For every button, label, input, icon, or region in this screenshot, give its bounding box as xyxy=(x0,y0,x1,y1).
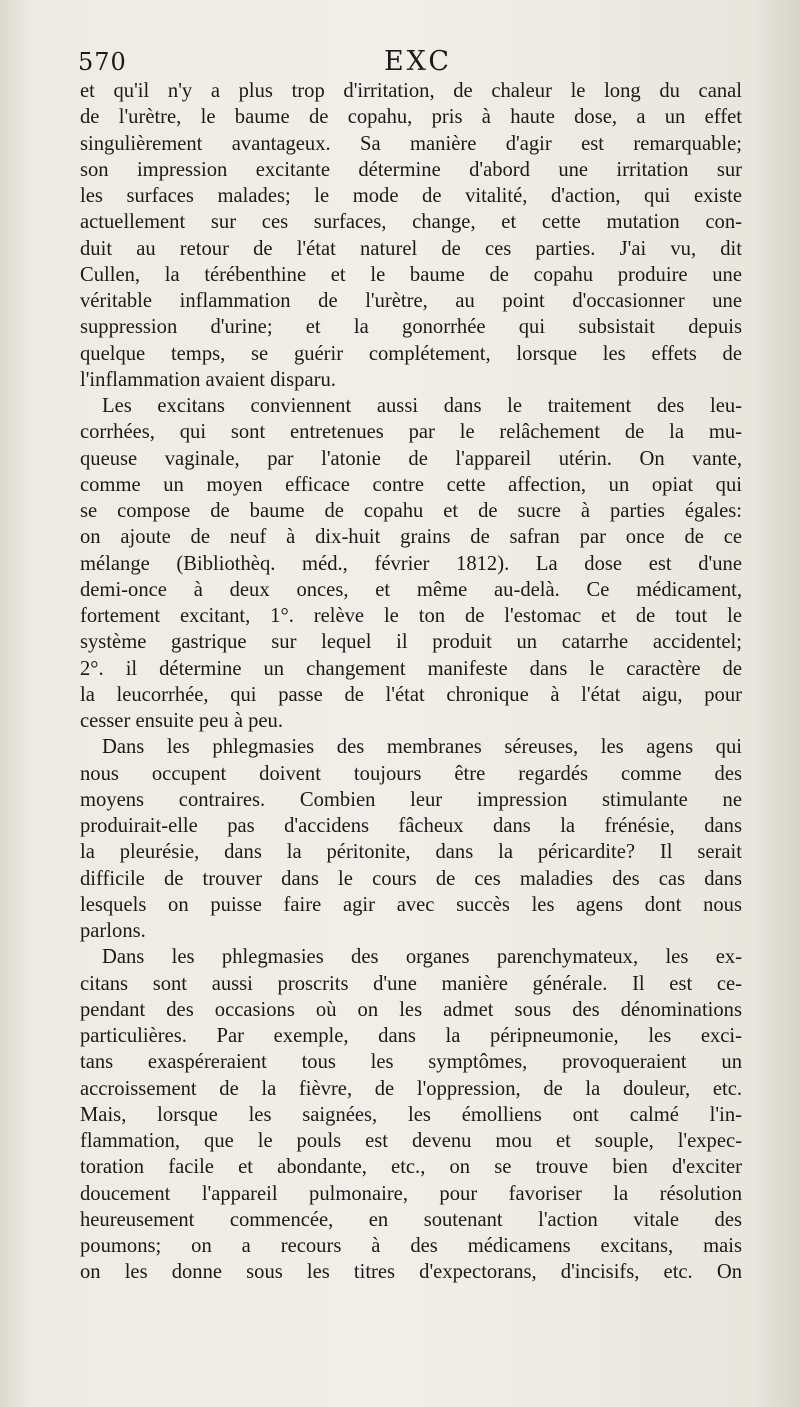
text-line: moyens contraires. Combien leur impression stimulante ne xyxy=(80,788,742,811)
text-line: singulièrement avantageux. Sa manière d'agir est remarquable; xyxy=(80,132,742,155)
text-line: produirait-elle pas d'accidens fâcheux dans la frénésie, dans xyxy=(80,815,742,837)
text-line: on les donne sous les titres d'expectorans, d'incisifs, etc. On xyxy=(80,1261,742,1284)
text-line: la pleurésie, dans la péritonite, dans la péricardite? Il serait xyxy=(80,841,742,864)
text-line: duit au retour de l'état naturel de ces parties. J'ai vu, dit xyxy=(80,237,742,260)
text-line: se compose de baume de copahu et de sucre à parties égales: xyxy=(80,500,742,522)
text-line: son impression excitante détermine d'abord une irritation sur xyxy=(80,158,742,181)
text-line: parlons. xyxy=(80,920,146,942)
text-line: doucement l'appareil pulmonaire, pour favoriser la résolution xyxy=(80,1182,742,1205)
body-text xyxy=(80,78,742,1286)
page-header xyxy=(78,46,758,82)
text-line: fortement excitant, 1°. relève le ton de l'estomac et de tout le xyxy=(80,605,742,627)
text-line: flammation, que le pouls est devenu mou et souple, l'expec- xyxy=(80,1130,742,1152)
text-line: particulières. Par exemple, dans la péripneumonie, les exci- xyxy=(80,1025,742,1047)
text-line: tans exaspéreraient tous les symptômes, provoqueraient un xyxy=(80,1051,742,1074)
text-line: l'inflammation avaient disparu. xyxy=(80,368,336,391)
text-line: lesquels on puisse faire agir avec succès les agens dont nous xyxy=(80,893,742,916)
text-line: de l'urètre, le baume de copahu, pris à haute dose, a un effet xyxy=(80,106,742,129)
text-line: comme un moyen efficace contre cette affection, un opiat qui xyxy=(80,473,742,496)
text-line: citans sont aussi proscrits d'une manière générale. Il est ce- xyxy=(80,972,742,995)
text-line: suppression d'urine; et la gonorrhée qui subsistait depuis xyxy=(80,316,742,339)
text-line: heureusement commencée, en soutenant l'action vitale des xyxy=(80,1208,742,1231)
text-line: la leucorrhée, qui passe de l'état chronique à l'état aigu, pour xyxy=(80,683,742,706)
text-line: actuellement sur ces surfaces, change, et cette mutation con- xyxy=(80,211,742,234)
text-line: corrhées, qui sont entretenues par le relâchement de la mu- xyxy=(80,421,742,444)
text-line: on ajoute de neuf à dix-huit grains de safran par once de ce xyxy=(80,526,742,549)
text-line: véritable inflammation de l'urètre, au point d'occasionner une xyxy=(80,290,742,312)
text-line: poumons; on a recours à des médicamens excitans, mais xyxy=(80,1235,742,1257)
page-number: 570 xyxy=(78,48,127,76)
text-line: Dans les phlegmasies des organes parenchymateux, les ex- xyxy=(102,946,742,969)
text-line: nous occupent doivent toujours être regardés comme des xyxy=(80,762,742,785)
text-line: demi-once à deux onces, et même au-delà. Ce médicament, xyxy=(80,578,742,601)
text-line: cesser ensuite peu à peu. xyxy=(80,710,283,732)
text-line: queuse vaginale, par l'atonie de l'appareil utérin. On vante, xyxy=(80,447,742,470)
text-line: Cullen, la térébenthine et le baume de copahu produire une xyxy=(80,263,742,286)
text-line: et qu'il n'y a plus trop d'irritation, de chaleur le long du canal xyxy=(80,80,742,102)
text-line: Dans les phlegmasies des membranes séreuses, les agens qui xyxy=(102,736,742,759)
running-head: EXC xyxy=(383,46,453,77)
text-line: difficile de trouver dans le cours de ces maladies des cas dans xyxy=(80,867,742,890)
text-line: les surfaces malades; le mode de vitalité, d'action, qui existe xyxy=(80,185,742,207)
text-line: toration facile et abondante, etc., on se trouve bien d'exciter xyxy=(80,1156,742,1179)
text-line: système gastrique sur lequel il produit un catarrhe accidentel; xyxy=(80,631,742,654)
text-line: mélange (Bibliothèq. méd., février 1812). La dose est d'une xyxy=(80,552,742,575)
text-line: quelque temps, se guérir complétement, lorsque les effets de xyxy=(80,342,742,365)
text-line: 2°. il détermine un changement manifeste dans le caractère de xyxy=(80,657,742,680)
text-line: pendant des occasions où on les admet sous des dénominations xyxy=(80,998,742,1021)
text-line: Les excitans conviennent aussi dans le traitement des leu- xyxy=(102,395,742,417)
text-line: Mais, lorsque les saignées, les émolliens ont calmé l'in- xyxy=(80,1103,742,1126)
text-line: accroissement de la fièvre, de l'oppression, de la douleur, etc. xyxy=(80,1077,742,1100)
